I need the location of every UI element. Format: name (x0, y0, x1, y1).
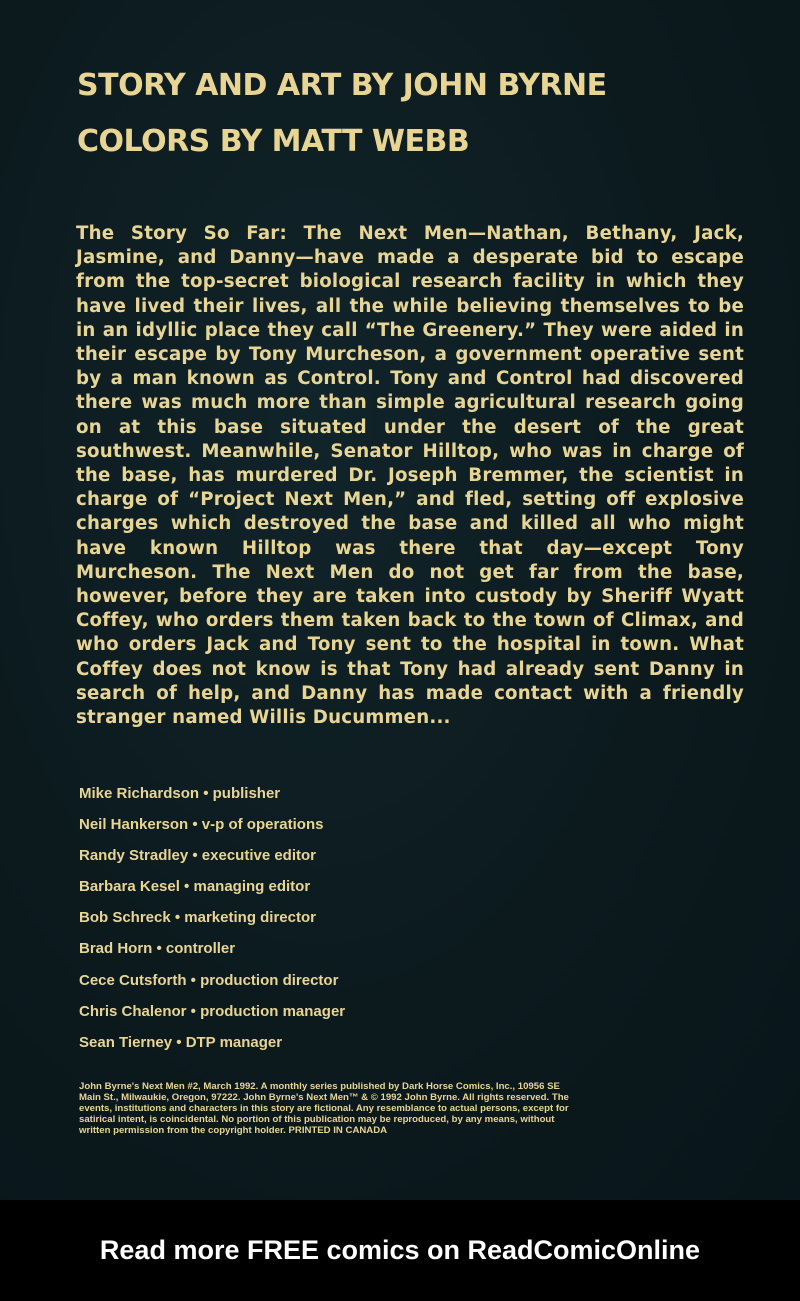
read-more-link[interactable]: Read more FREE comics on ReadComicOnline (99, 1235, 701, 1265)
story-art-credit: STORY AND ART BY JOHN BYRNE (77, 68, 607, 103)
creator-credits (77, 58, 607, 170)
staff-list (79, 778, 345, 1058)
story-so-far-text: The Story So Far: The Next Men—Nathan, Bethany, Jack, Jasmine, and Danny—have made a desperate bid to escape from the top-secret biological research facility in which they have lived their lives, all the while believing themselves to be in an idyllic place they call “The Greenery.” They were aided in their escape by Tony Murcheson, a government operative sent by a man known as Control. Tony and Control had discovered there was much more than simple agricultural research going on at this base situated under the desert of the great southwest. Meanwhile, Senator Hilltop, who was in charge of the base, has murdered Dr. Joseph Bremmer, the scientist in charge of “Project Next Men,” and fled, setting off explosive charges which destroyed the base and killed all who might have known Hilltop was there that day—except Tony Murcheson. The Next Men do not get far from the base, however, before they are taken into custody by Sheriff Wyatt Coffey, who orders them taken back to the town of Climax, and who orders Jack and Tony sent to the hospital in town. What Coffey does not know is that Tony had already sent Danny in search of help, and Danny has made contact with a friendly stranger named Willis Ducummen... (76, 223, 744, 729)
staff-item: Barbara Kesel • managing editor (79, 878, 311, 896)
staff-item: Mike Richardson • publisher (79, 785, 281, 802)
staff-item: Neil Hankerson • v-p of operations (79, 816, 324, 834)
legal-indicia: John Byrne's Next Men #2, March 1992. A monthly series published by Dark Horse Comics, Inc., 10956 SE Main St., Milwaukie, Oregon, 97222. John Byrne's Next Men™ & © 1992 John Byrne. All rights reserved. The events, institutions and characters in this story are fictional. Any resemblance to actual persons, except for satirical intent, is coincidental. No portion of this publication may be reproduced, by any means, without written permission from the copyright holder. PRINTED IN CANADA (79, 1081, 569, 1136)
staff-item: Brad Horn • controller (79, 940, 236, 958)
staff-item: Chris Chalenor • production manager (79, 1002, 346, 1020)
staff-item: Sean Tierney • DTP manager (79, 1033, 283, 1051)
staff-item: Cece Cutsforth • production director (79, 971, 339, 989)
staff-item: Bob Schreck • marketing director (79, 909, 316, 927)
staff-item: Randy Stradley • executive editor (79, 847, 317, 865)
promo-banner (0, 1200, 800, 1301)
colors-credit: COLORS BY MATT WEBB (77, 124, 470, 159)
